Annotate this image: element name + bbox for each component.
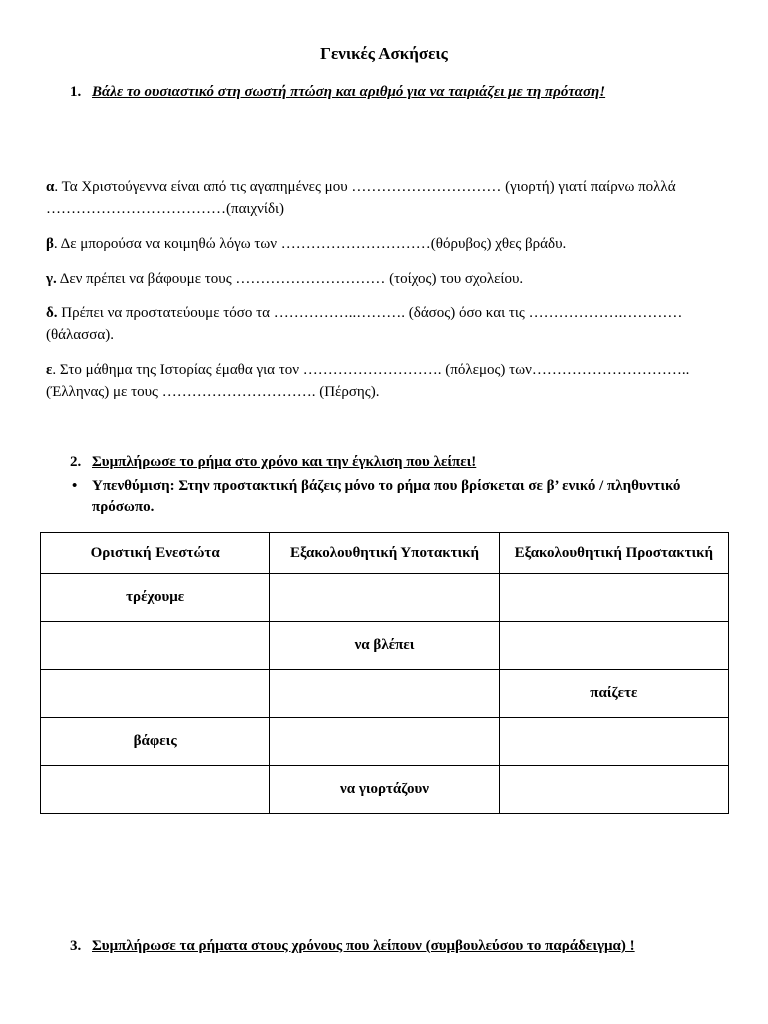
exercise-3-instruction: Συμπλήρωσε τα ρήματα στους χρόνους που λείπουν (συμβουλεύσου το παράδειγμα) ! xyxy=(92,938,635,954)
exercise-1-heading xyxy=(70,82,670,102)
exercise-1-number: 1. xyxy=(70,84,82,100)
exercise-1-item-b xyxy=(46,233,726,255)
table-cell: να βλέπει xyxy=(270,622,499,670)
reminder-note xyxy=(70,476,720,518)
page-title: Γενικές Ασκήσεις xyxy=(320,44,448,63)
table-row xyxy=(41,622,729,670)
column-header: Οριστική Ενεστώτα xyxy=(41,533,270,574)
exercise-1-item-e xyxy=(46,359,726,403)
item-letter: α xyxy=(46,179,55,195)
table-cell-blank[interactable] xyxy=(41,622,270,670)
exercise-1-item-c xyxy=(46,268,726,290)
exercise-2-heading xyxy=(70,452,670,472)
table-cell-blank[interactable] xyxy=(41,766,270,814)
exercise-3-heading xyxy=(70,936,670,956)
table-cell-blank[interactable] xyxy=(41,670,270,718)
table-cell-blank[interactable] xyxy=(270,574,499,622)
table-cell: παίζετε xyxy=(499,670,728,718)
table-cell-blank[interactable] xyxy=(270,718,499,766)
table-cell: βάφεις xyxy=(41,718,270,766)
item-letter: β xyxy=(46,236,54,252)
exercise-2-instruction: Συμπλήρωσε το ρήμα στο χρόνο και την έγκλιση που λείπει! xyxy=(92,454,477,470)
item-letter: ε xyxy=(46,362,53,378)
item-letter: δ. xyxy=(46,305,58,321)
column-header: Εξακολουθητική Προστακτική xyxy=(499,533,728,574)
exercise-3-number: 3. xyxy=(70,938,82,954)
reminder-text: Υπενθύμιση: Στην προστακτική βάζεις μόνο το ρήμα που βρίσκεται σε β’ ενικό / πληθυντικό πρόσωπο. xyxy=(92,478,681,515)
table-row xyxy=(41,670,729,718)
exercise-1-instruction: Βάλε το ουσιαστικό στη σωστή πτώση και αριθμό για να ταιριάζει με τη πρόταση! xyxy=(92,84,606,100)
table-row xyxy=(41,718,729,766)
item-text: . Τα Χριστούγεννα είναι από τις αγαπημένες μου ………………………… (γιορτή) γιατί παίρνω πολλά ………………………………(παιχνίδι) xyxy=(46,179,676,217)
item-text: . Δε μπορούσα να κοιμηθώ λόγω των …………………………(θόρυβος) χθες βράδυ. xyxy=(53,236,567,252)
verb-table xyxy=(40,532,729,814)
table-cell-blank[interactable] xyxy=(499,622,728,670)
table-row xyxy=(41,574,729,622)
column-header: Εξακολουθητική Υποτακτική xyxy=(270,533,499,574)
exercise-2-number: 2. xyxy=(70,454,82,470)
bullet-icon: • xyxy=(72,478,78,494)
table-row xyxy=(41,766,729,814)
table-cell-blank[interactable] xyxy=(270,670,499,718)
item-text: . Στο μάθημα της Ιστορίας έμαθα για τον ………………………. (πόλεμος) των………………………….. (Έλληνας) με τους …………………………. (Πέρσης). xyxy=(46,362,690,400)
table-header-row xyxy=(41,533,729,574)
table-cell: τρέχουμε xyxy=(41,574,270,622)
table-cell-blank[interactable] xyxy=(499,718,728,766)
exercise-1-item-a xyxy=(46,176,726,220)
item-letter: γ. xyxy=(46,271,57,287)
table-cell-blank[interactable] xyxy=(499,766,728,814)
exercise-1-item-d xyxy=(46,302,726,346)
table-cell: να γιορτάζουν xyxy=(270,766,499,814)
item-text: Πρέπει να προστατεύουμε τόσο τα ……………..………. (δάσος) όσο και τις ……………….………… (θάλασσα). xyxy=(46,305,683,343)
table-cell-blank[interactable] xyxy=(499,574,728,622)
item-text: Δεν πρέπει να βάφουμε τους ………………………… (τοίχος) του σχολείου. xyxy=(56,271,524,287)
